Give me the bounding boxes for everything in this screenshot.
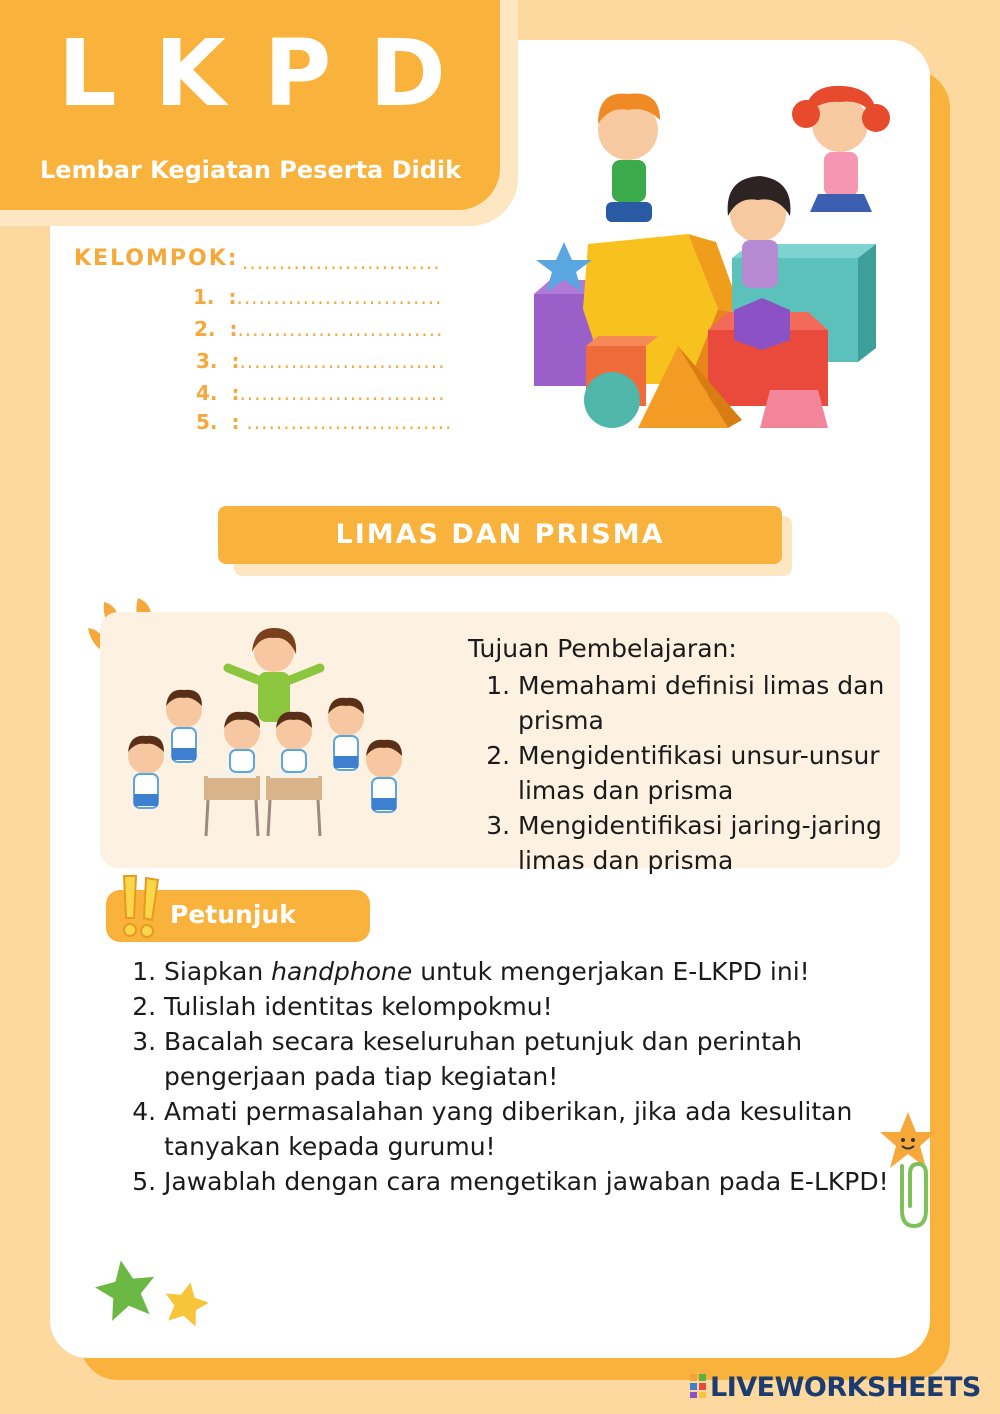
member-row-1 bbox=[193, 285, 442, 309]
member-row-4 bbox=[196, 381, 445, 405]
list-item-text: Siapkan bbox=[164, 957, 272, 986]
member-number: 4. bbox=[196, 381, 218, 405]
emphasized-term: handphone bbox=[271, 957, 413, 986]
member-number: 3. bbox=[196, 349, 218, 373]
learning-goals-list bbox=[478, 668, 938, 878]
page-title: LKPD bbox=[58, 20, 484, 127]
member-name-field[interactable]: ............................ bbox=[246, 410, 453, 434]
member-row-5 bbox=[196, 410, 452, 434]
list-item: 5. Jawablah dengan cara mengetikan jawaban pada E-LKPD! bbox=[164, 1164, 924, 1199]
page-subtitle: Lembar Kegiatan Peserta Didik bbox=[40, 156, 462, 184]
member-name-field[interactable]: ............................ bbox=[239, 381, 446, 405]
group-name-field[interactable]: ........................... bbox=[242, 250, 441, 274]
member-separator: : bbox=[231, 349, 240, 373]
member-row-2 bbox=[194, 317, 443, 341]
stars-decoration-icon bbox=[92, 1256, 222, 1336]
member-separator: : bbox=[228, 285, 237, 309]
smiley-star-paperclip-icon bbox=[878, 1110, 938, 1230]
member-name-field[interactable]: ............................ bbox=[239, 349, 446, 373]
list-item: 3. Mengidentifikasi jaring-jaring limas dan prisma bbox=[518, 808, 938, 878]
member-number: 2. bbox=[194, 317, 216, 341]
member-number: 5. bbox=[196, 410, 218, 434]
member-number: 1. bbox=[193, 285, 215, 309]
list-item: 2. Mengidentifikasi unsur-unsur limas dan prisma bbox=[518, 738, 938, 808]
member-separator: : bbox=[231, 410, 240, 434]
liveworksheets-brand bbox=[690, 1372, 981, 1403]
member-row-3 bbox=[196, 349, 445, 373]
list-item: 3. Bacalah secara keseluruhan petunjuk dan perintah pengerjaan pada tiap kegiatan! bbox=[164, 1024, 924, 1094]
brand-text: LIVEWORKSHEETS bbox=[710, 1372, 981, 1403]
topic-title: LIMAS DAN PRISMA bbox=[218, 506, 782, 564]
list-item: 4. Amati permasalahan yang diberikan, jika ada kesulitan tanyakan kepada gurumu! bbox=[164, 1094, 924, 1164]
list-item-text: untuk mengerjakan E-LKPD ini! bbox=[412, 957, 810, 986]
member-separator: : bbox=[231, 381, 240, 405]
group-label: KELOMPOK: bbox=[74, 246, 239, 271]
teacher-and-students-illustration bbox=[108, 624, 428, 840]
list-item bbox=[164, 954, 924, 989]
instructions-title: Petunjuk bbox=[170, 900, 296, 929]
member-name-field[interactable]: ............................ bbox=[236, 285, 443, 309]
exclamation-icon bbox=[118, 874, 168, 940]
member-separator: : bbox=[229, 317, 238, 341]
liveworksheets-logo-icon bbox=[690, 1374, 706, 1398]
kids-on-shapes-illustration bbox=[528, 84, 908, 434]
list-item: 1. Memahami definisi limas dan prisma bbox=[518, 668, 938, 738]
learning-goals-title: Tujuan Pembelajaran: bbox=[468, 634, 737, 663]
list-item: 2. Tulislah identitas kelompokmu! bbox=[164, 989, 924, 1024]
member-name-field[interactable]: ............................ bbox=[237, 317, 444, 341]
instructions-list bbox=[124, 954, 924, 1199]
